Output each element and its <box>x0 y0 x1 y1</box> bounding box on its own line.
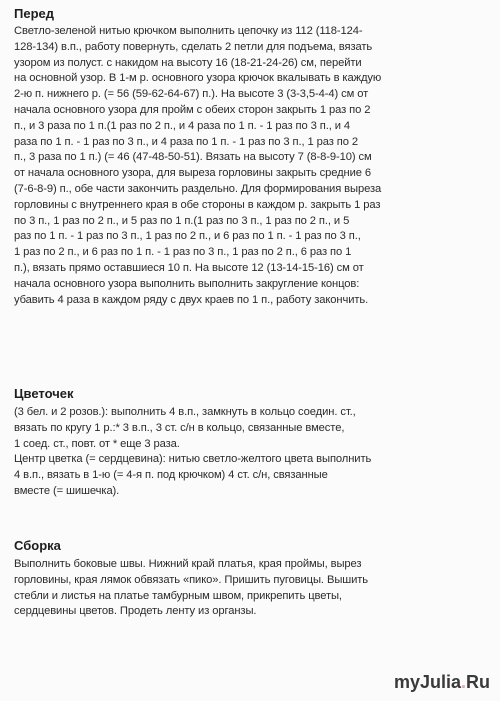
front-line: начала основного узора для пройм с обеих сторон закрыть 1 раз по 2 <box>14 103 371 116</box>
front-line: убавить 4 раза в каждом ряду с двух краев по 1 п., работу закончить. <box>14 293 369 306</box>
watermark-prefix: myJulia <box>393 672 461 692</box>
assembly-instructions <box>14 557 494 620</box>
front-line: Светло-зеленой нитью крючком выполнить цепочку из 112 (118-124- <box>14 25 363 37</box>
front-line: (7-6-8-9) п., обе части закончить раздельно. Для формирования выреза <box>14 182 382 195</box>
front-line: раз по 1 п. - 1 раз по 3 п., 1 раз по 2 п., и 6 раз по 1 п. - 1 раз по 3 п., <box>14 230 361 243</box>
front-line: по 3 п., 1 раз по 2 п., и 5 раз по 1 п.(1 раз по 3 п., 1 раз по 2 п., и 5 <box>14 214 350 227</box>
watermark-dot: . <box>460 672 466 692</box>
site-watermark <box>394 672 490 693</box>
flower-line: 4 в.п., вязать в 1-ю (= 4-я п. под крючком) 4 ст. с/н, связанные <box>14 469 328 482</box>
front-line: горловины с внутреннего края в обе стороны в каждом р. закрыть 1 раз <box>14 198 381 211</box>
flower-line: Центр цветка (= сердцевина): нитью светло-желтого цвета выполнить <box>14 453 372 466</box>
front-line: 128-134) в.п., работу повернуть, сделать 2 петли для подъема, вязать <box>14 40 373 53</box>
assembly-line: Выполнить боковые швы. Нижний край платья, края проймы, вырез <box>14 558 362 570</box>
assembly-line: горловины, края лямок обвязать «пико». Пришить пуговицы. Вышить <box>14 573 369 586</box>
front-line: узором из полуст. с накидом на высоту 16 (18-21-24-26) см, перейти <box>14 56 362 69</box>
front-line: начала основного узора выполнить выполнить закругление концов: <box>14 277 360 290</box>
front-line: от начала основного узора, для выреза горловины закрыть средние 6 <box>14 167 371 180</box>
section-title-front: Перед <box>14 6 54 21</box>
flower-line: вместе (= шишечка). <box>14 484 120 497</box>
front-line: на основной узор. В 1-м р. основного узора крючок вкалывать в каждую <box>14 72 382 85</box>
flower-line: 1 соед. ст., повт. от * еще 3 раза. <box>14 437 180 450</box>
assembly-line: стебли и листья на платье тамбурным швом, прикрепить цветы, <box>14 589 342 602</box>
watermark-suffix: Ru <box>466 672 490 692</box>
front-line: раза по 1 п. - 1 раз по 3 п., и 4 раза по 1 п. - 1 раз по 3 п., 1 раз по 2 <box>14 135 358 148</box>
front-line: п., и 3 раза по 1 п.(1 раз по 2 п., и 4 раза по 1 п. - 1 раз по 3 п., и 4 <box>14 119 351 132</box>
front-line: п.), вязать прямо оставшиеся 10 п. На высоте 12 (13-14-15-16) см от <box>14 261 364 274</box>
flower-line: вязать по кругу 1 р.:* 3 в.п., 3 ст. с/н в кольцо, связанные вместе, <box>14 421 345 434</box>
front-line: 1 раз по 2 п., и 6 раз по 1 п. - 1 раз по 3 п., 1 раз по 2 п., 6 раз по 1 <box>14 246 352 259</box>
section-title-assembly: Сборка <box>14 538 61 553</box>
front-line: п., 3 раза по 1 п.) (= 46 (47-48-50-51). Вязать на высоту 7 (8-8-9-10) см <box>14 151 372 164</box>
flower-line: (3 бел. и 2 розов.): выполнить 4 в.п., замкнуть в кольцо соедин. ст., <box>14 406 356 418</box>
flower-instructions <box>14 405 494 500</box>
section-title-flower: Цветочек <box>14 386 74 401</box>
assembly-line: сердцевины цветов. Продеть ленту из органзы. <box>14 605 257 618</box>
front-instructions <box>14 24 494 308</box>
front-line: 2-ю п. нижнего р. (= 56 (59-62-64-67) п.). На высоте 3 (3-3,5-4-4) см от <box>14 88 369 101</box>
